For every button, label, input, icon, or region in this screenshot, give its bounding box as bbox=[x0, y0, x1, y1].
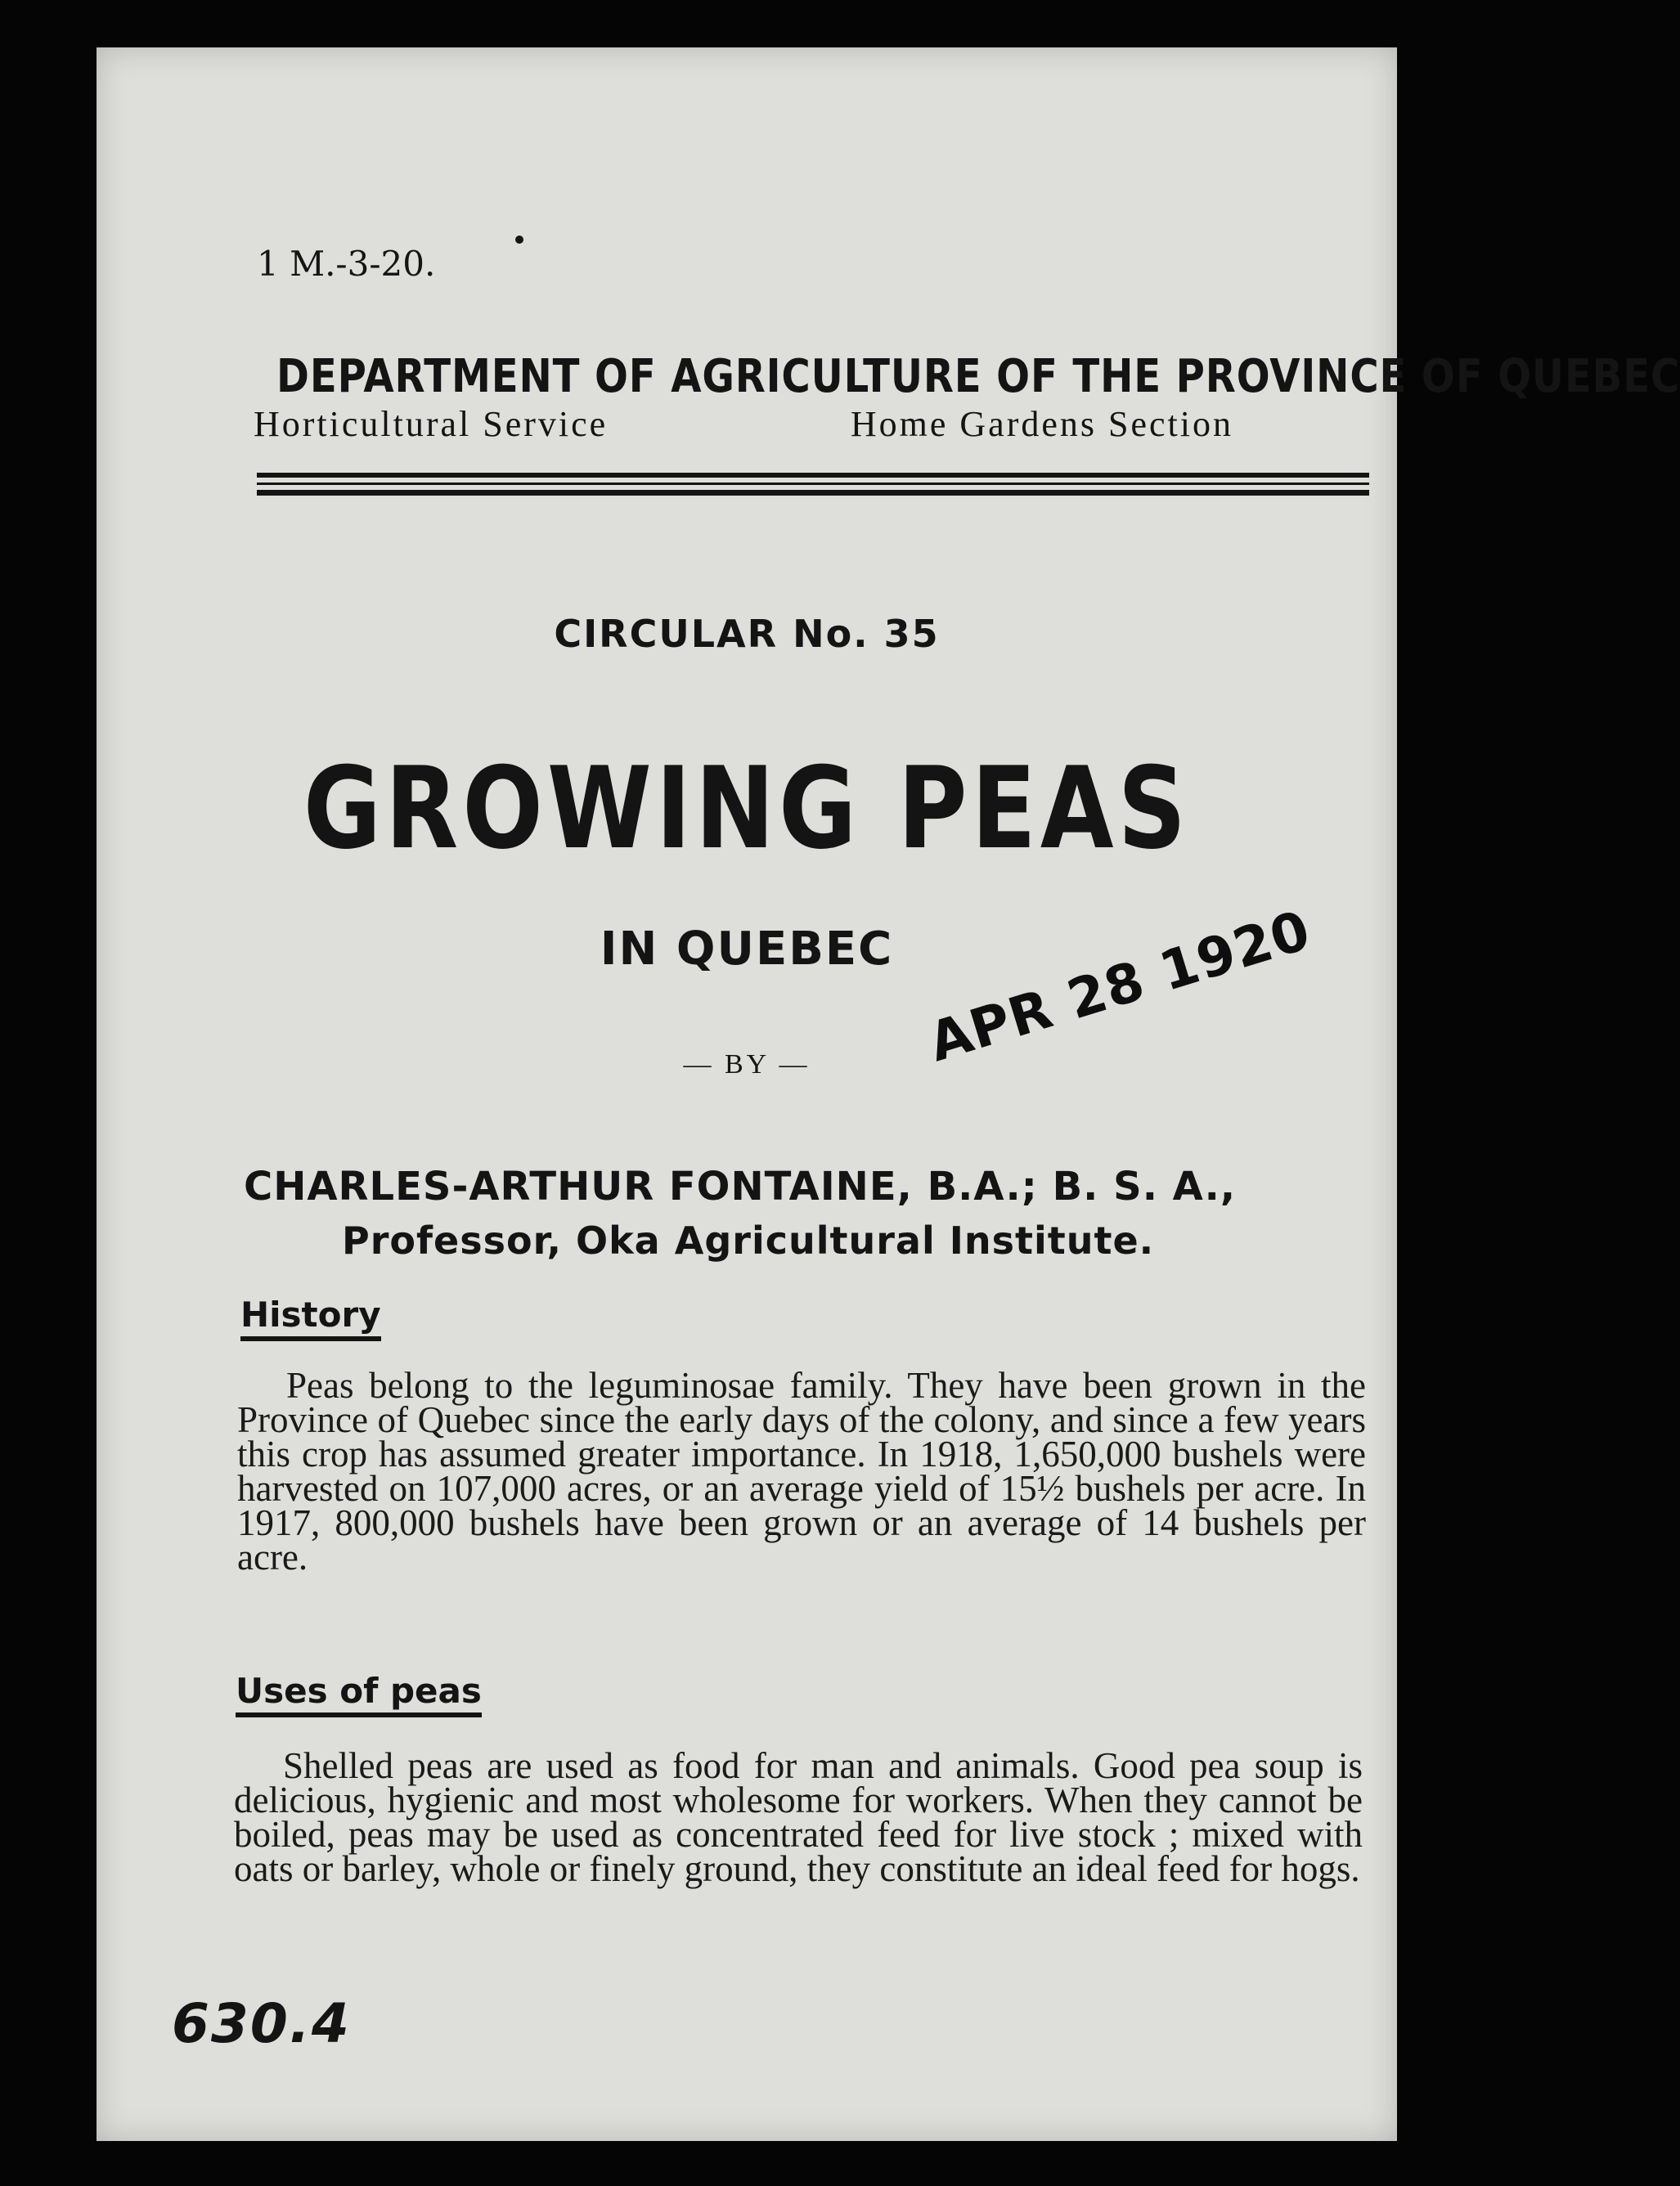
circular-number: CIRCULAR No. 35 bbox=[554, 612, 940, 656]
date-stamp: APR 28 1920 bbox=[921, 898, 1318, 1075]
print-code: 1 M.-3-20. bbox=[257, 244, 436, 284]
department-heading: DEPARTMENT OF AGRICULTURE OF THE PROVINCE OF QUEBEC bbox=[276, 350, 1680, 403]
header-rule-middle bbox=[257, 483, 1369, 485]
ink-dot bbox=[515, 236, 523, 244]
document-page bbox=[97, 47, 1680, 2141]
section-text-uses: Shelled peas are used as food for man and animals. Good pea soup is delicious, hygienic and most wholesome for workers. When they cannot be boiled, peas may be used as concentrated feed for live stock ; mixed with oats or barley, whole or finely ground, they constitute an ideal feed for hogs. bbox=[234, 1745, 1363, 1889]
header-rule-top bbox=[257, 473, 1369, 478]
document-title: GROWING PEAS bbox=[303, 743, 1191, 874]
section-heading-uses: Uses of peas bbox=[236, 1671, 482, 1717]
service-name: Horticultural Service bbox=[254, 404, 609, 444]
catalog-number: 630.4 bbox=[172, 1992, 351, 2055]
document-subtitle: IN QUEBEC bbox=[600, 922, 894, 976]
header-rule-bottom bbox=[257, 490, 1369, 496]
section-text-history: Peas belong to the leguminosae family. They have been grown in the Province of Quebec since the early days of the colony, and since a few years this crop has assumed greater importance. In 1918, 1,650,000 bushels were harvested on 107,000 acres, or an average yield of 15½ bushels per acre. In 1917, 800,000 bushels have been grown or an average of 14 bushels per acre. bbox=[237, 1365, 1366, 1578]
by-line: — BY — bbox=[683, 1049, 811, 1080]
author-affiliation: Professor, Oka Agricultural Institute. bbox=[342, 1219, 1155, 1263]
author-name: CHARLES-ARTHUR FONTAINE, B.A.; B. S. A., bbox=[244, 1164, 1237, 1210]
section-name: Home Gardens Section bbox=[850, 404, 1233, 444]
section-heading-history: History bbox=[240, 1295, 381, 1341]
